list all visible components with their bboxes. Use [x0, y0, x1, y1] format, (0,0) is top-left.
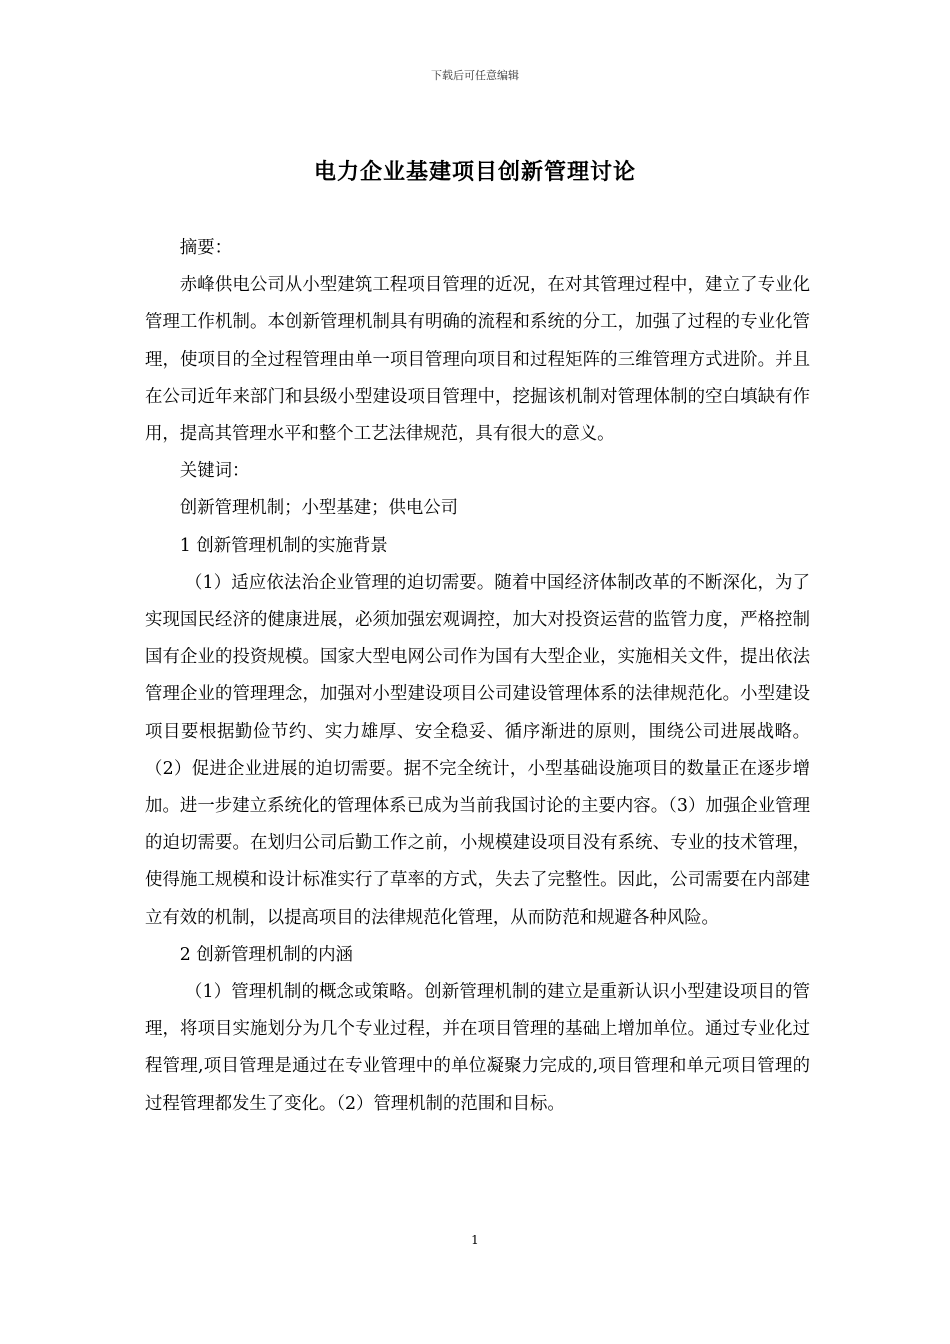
section-1-paragraph: （1）适应依法治企业管理的迫切需要。随着中国经济体制改革的不断深化，为了实现国民经济的健康进展，必须加强宏观调控，加大对投资运营的监管力度，严格控制国有企业的投资规模。国家大型电网公司作为国有大型企业，实施相关文件，提出依法管理企业的管理理念，加强对小型建设项目公司建设管理体系的法律规范化。小型建设项目要根据勤俭节约、实力雄厚、安全稳妥、循序渐进的原则，围绕公司进展战略。（2）促进企业进展的迫切需要。据不完全统计，小型基础设施项目的数量正在逐步增加。进一步建立系统化的管理体系已成为当前我国讨论的主要内容。（3）加强企业管理的迫切需要。在划归公司后勤工作之前，小规模建设项目没有系统、专业的技术管理，使得施工规模和设计标准实行了草率的方式，失去了完整性。因此，公司需要在内部建立有效的机制，以提高项目的法律规范化管理，从而防范和规避各种风险。: [145, 572, 810, 928]
section-2-paragraph: （1）管理机制的概念或策略。创新管理机制的建立是重新认识小型建设项目的管理，将项目实施划分为几个专业过程，并在项目管理的基础上增加单位。通过专业化过程管理,项目管理是通过在专业管理中的单位凝聚力完成的,项目管理和单元项目管理的过程管理都发生了变化。（2）管理机制的范围和目标。: [145, 982, 810, 1114]
section-heading-1: 1 创新管理机制的实施背景: [179, 535, 388, 556]
keywords-heading: 关键词：: [179, 461, 250, 482]
abstract-heading: 摘要：: [179, 238, 232, 258]
page-header: 下载后可任意编辑: [431, 69, 519, 82]
page-number: 1: [471, 1233, 479, 1247]
header-rule: [145, 88, 805, 89]
abstract-paragraph: 赤峰供电公司从小型建筑工程项目管理的近况，在对其管理过程中，建立了专业化管理工作机制。本创新管理机制具有明确的流程和系统的分工，加强了过程的专业化管理，使项目的全过程管理由单一项目管理向项目和过程矩阵的三维管理方式进阶。并且在公司近年来部门和县级小型建设项目管理中，挖掘该机制对管理体制的空白填缺有作用，提高其管理水平和整个工艺法律规范，具有很大的意义。: [145, 275, 810, 445]
document-title: 电力企业基建项目创新管理讨论: [313, 160, 636, 185]
section-heading-2: 2 创新管理机制的内涵: [179, 944, 353, 965]
document-body: [145, 230, 810, 1123]
keywords-text: 创新管理机制；小型基建；供电公司: [179, 498, 459, 519]
